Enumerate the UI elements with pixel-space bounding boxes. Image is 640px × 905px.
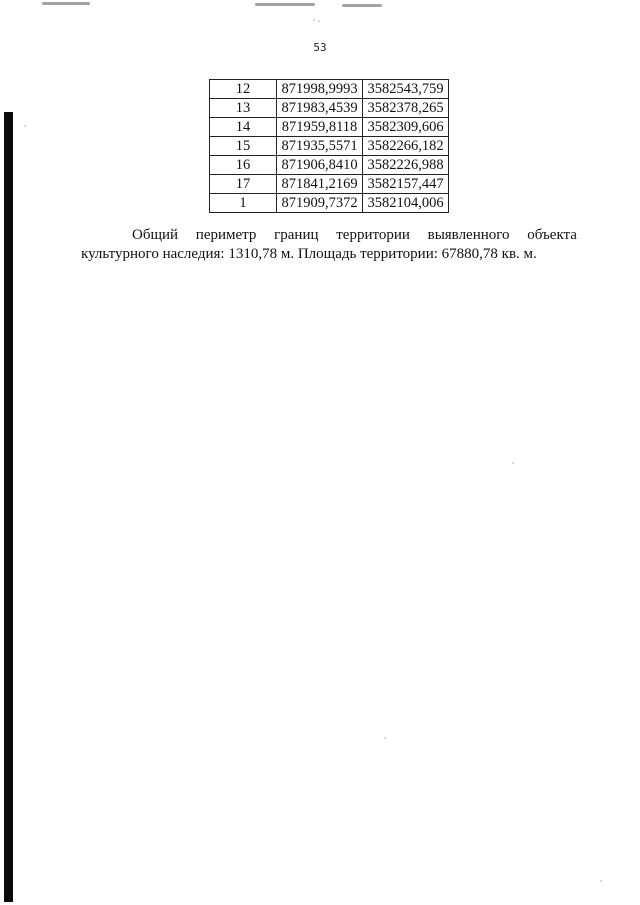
table-row bbox=[210, 194, 449, 213]
scan-smudge bbox=[342, 4, 382, 7]
coordinates-table bbox=[209, 79, 449, 213]
x-coordinate-cell: 871959,8118 bbox=[277, 118, 363, 137]
scan-margin-bar bbox=[4, 112, 13, 902]
x-coordinate-cell: 871909,7372 bbox=[277, 194, 363, 213]
y-coordinate-cell: 3582266,182 bbox=[363, 137, 449, 156]
scan-noise bbox=[512, 462, 514, 464]
x-coordinate-cell: 871841,2169 bbox=[277, 175, 363, 194]
table-row bbox=[210, 156, 449, 175]
table-row bbox=[210, 137, 449, 156]
point-number-cell: 1 bbox=[210, 194, 277, 213]
table-row bbox=[210, 175, 449, 194]
point-number-cell: 17 bbox=[210, 175, 277, 194]
y-coordinate-cell: 3582543,759 bbox=[363, 80, 449, 99]
table-row bbox=[210, 99, 449, 118]
paragraph-word: объекта bbox=[527, 227, 577, 243]
y-coordinate-cell: 3582378,265 bbox=[363, 99, 449, 118]
y-coordinate-cell: 3582157,447 bbox=[363, 175, 449, 194]
scan-noise bbox=[600, 880, 602, 882]
summary-paragraph bbox=[81, 226, 577, 264]
paragraph-second-line: культурного наследия: 1310,78 м. Площадь территории: 67880,78 кв. м. bbox=[81, 246, 537, 262]
paragraph-word: выявленного bbox=[427, 227, 510, 243]
x-coordinate-cell: 871906,8410 bbox=[277, 156, 363, 175]
page-number: 53 bbox=[313, 41, 327, 54]
scan-noise bbox=[313, 19, 315, 21]
y-coordinate-cell: 3582309,606 bbox=[363, 118, 449, 137]
scan-noise bbox=[24, 125, 26, 127]
table-row bbox=[210, 80, 449, 99]
point-number-cell: 14 bbox=[210, 118, 277, 137]
point-number-cell: 16 bbox=[210, 156, 277, 175]
paragraph-word: Общий bbox=[132, 227, 179, 243]
scan-noise bbox=[318, 20, 320, 22]
x-coordinate-cell: 871935,5571 bbox=[277, 137, 363, 156]
scan-noise bbox=[384, 737, 386, 739]
point-number-cell: 15 bbox=[210, 137, 277, 156]
x-coordinate-cell: 871983,4539 bbox=[277, 99, 363, 118]
paragraph-word: границ bbox=[274, 227, 319, 243]
paragraph-word: периметр bbox=[195, 227, 257, 243]
point-number-cell: 12 bbox=[210, 80, 277, 99]
paragraph-word: территории bbox=[336, 227, 410, 243]
y-coordinate-cell: 3582226,988 bbox=[363, 156, 449, 175]
paragraph-first-line bbox=[81, 226, 577, 245]
x-coordinate-cell: 871998,9993 bbox=[277, 80, 363, 99]
y-coordinate-cell: 3582104,006 bbox=[363, 194, 449, 213]
table-row bbox=[210, 118, 449, 137]
scan-smudge bbox=[255, 3, 315, 6]
point-number-cell: 13 bbox=[210, 99, 277, 118]
scan-smudge bbox=[42, 2, 90, 5]
